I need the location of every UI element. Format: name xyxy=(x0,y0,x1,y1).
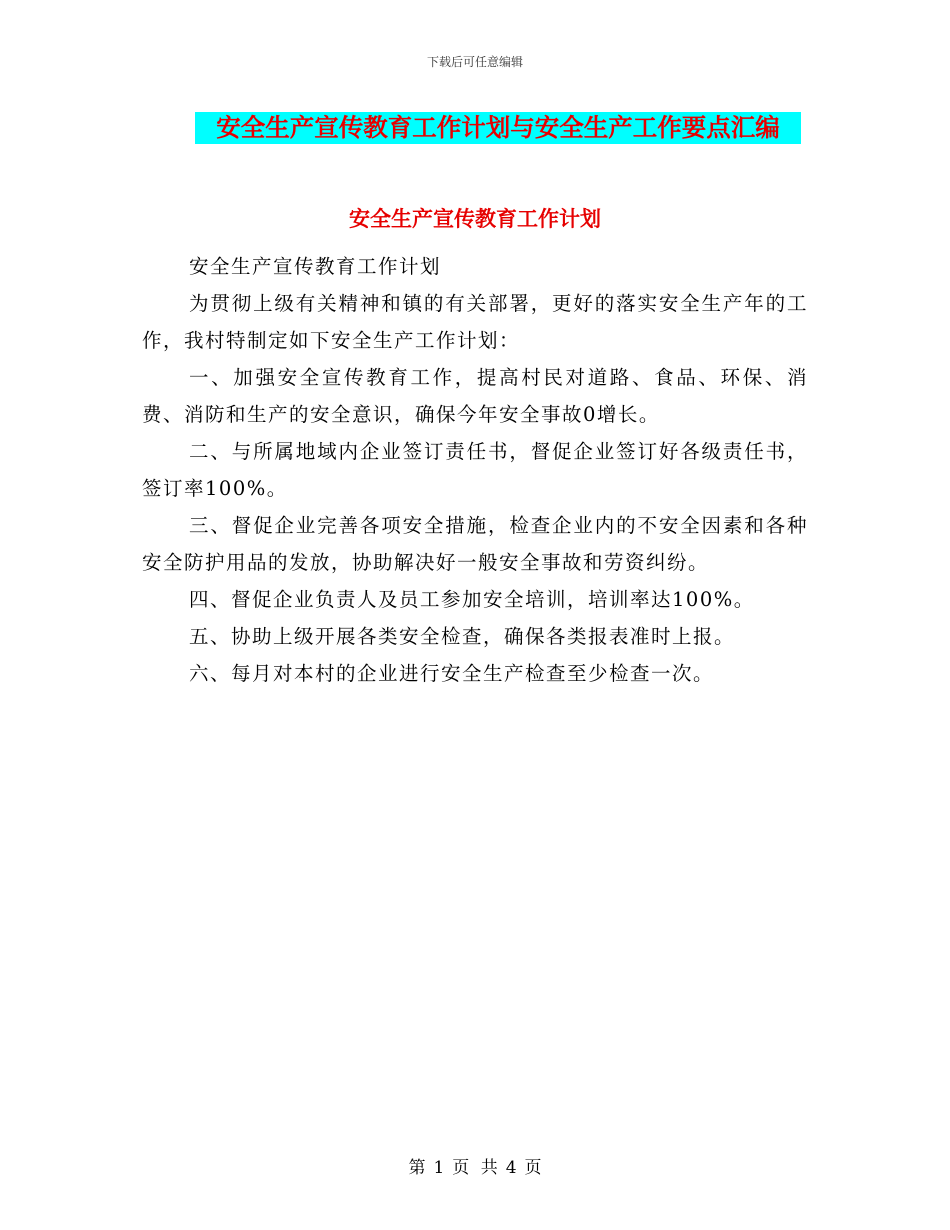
paragraph: 一、加强安全宣传教育工作，提高村民对道路、食品、环保、消费、消防和生产的安全意识，确保今年安全事故0增长。 xyxy=(142,366,808,426)
header-note: 下载后可任意编辑 xyxy=(426,55,523,69)
paragraph: 三、督促企业完善各项安全措施，检查企业内的不安全因素和各种安全防护用品的发放，协助解决好一般安全事故和劳资纠纷。 xyxy=(142,514,808,574)
footer-prefix: 第 xyxy=(408,1158,426,1178)
page-footer xyxy=(0,1153,950,1178)
paragraph: 二、与所属地域内企业签订责任书，督促企业签订好各级责任书，签订率100%。 xyxy=(142,440,808,500)
paragraph: 六、每月对本村的企业进行安全生产检查至少检查一次。 xyxy=(189,662,715,685)
document-title: 安全生产宣传教育工作计划与安全生产工作要点汇编 xyxy=(195,112,801,144)
paragraph: 为贯彻上级有关精神和镇的有关部署，更好的落实安全生产年的工作，我村特制定如下安全生产工作计划： xyxy=(142,292,808,352)
footer-middle: 页 共 xyxy=(452,1158,498,1178)
body-text xyxy=(142,248,808,692)
section-title: 安全生产宣传教育工作计划 xyxy=(349,207,601,231)
footer-suffix: 页 xyxy=(524,1158,542,1178)
paragraph: 五、协助上级开展各类安全检查，确保各类报表准时上报。 xyxy=(189,625,736,648)
paragraph: 安全生产宣传教育工作计划 xyxy=(189,255,442,278)
total-pages-number: 4 xyxy=(505,1158,517,1178)
paragraph: 四、督促企业负责人及员工参加安全培训，培训率达100%。 xyxy=(189,588,755,611)
current-page-number: 1 xyxy=(433,1158,445,1178)
